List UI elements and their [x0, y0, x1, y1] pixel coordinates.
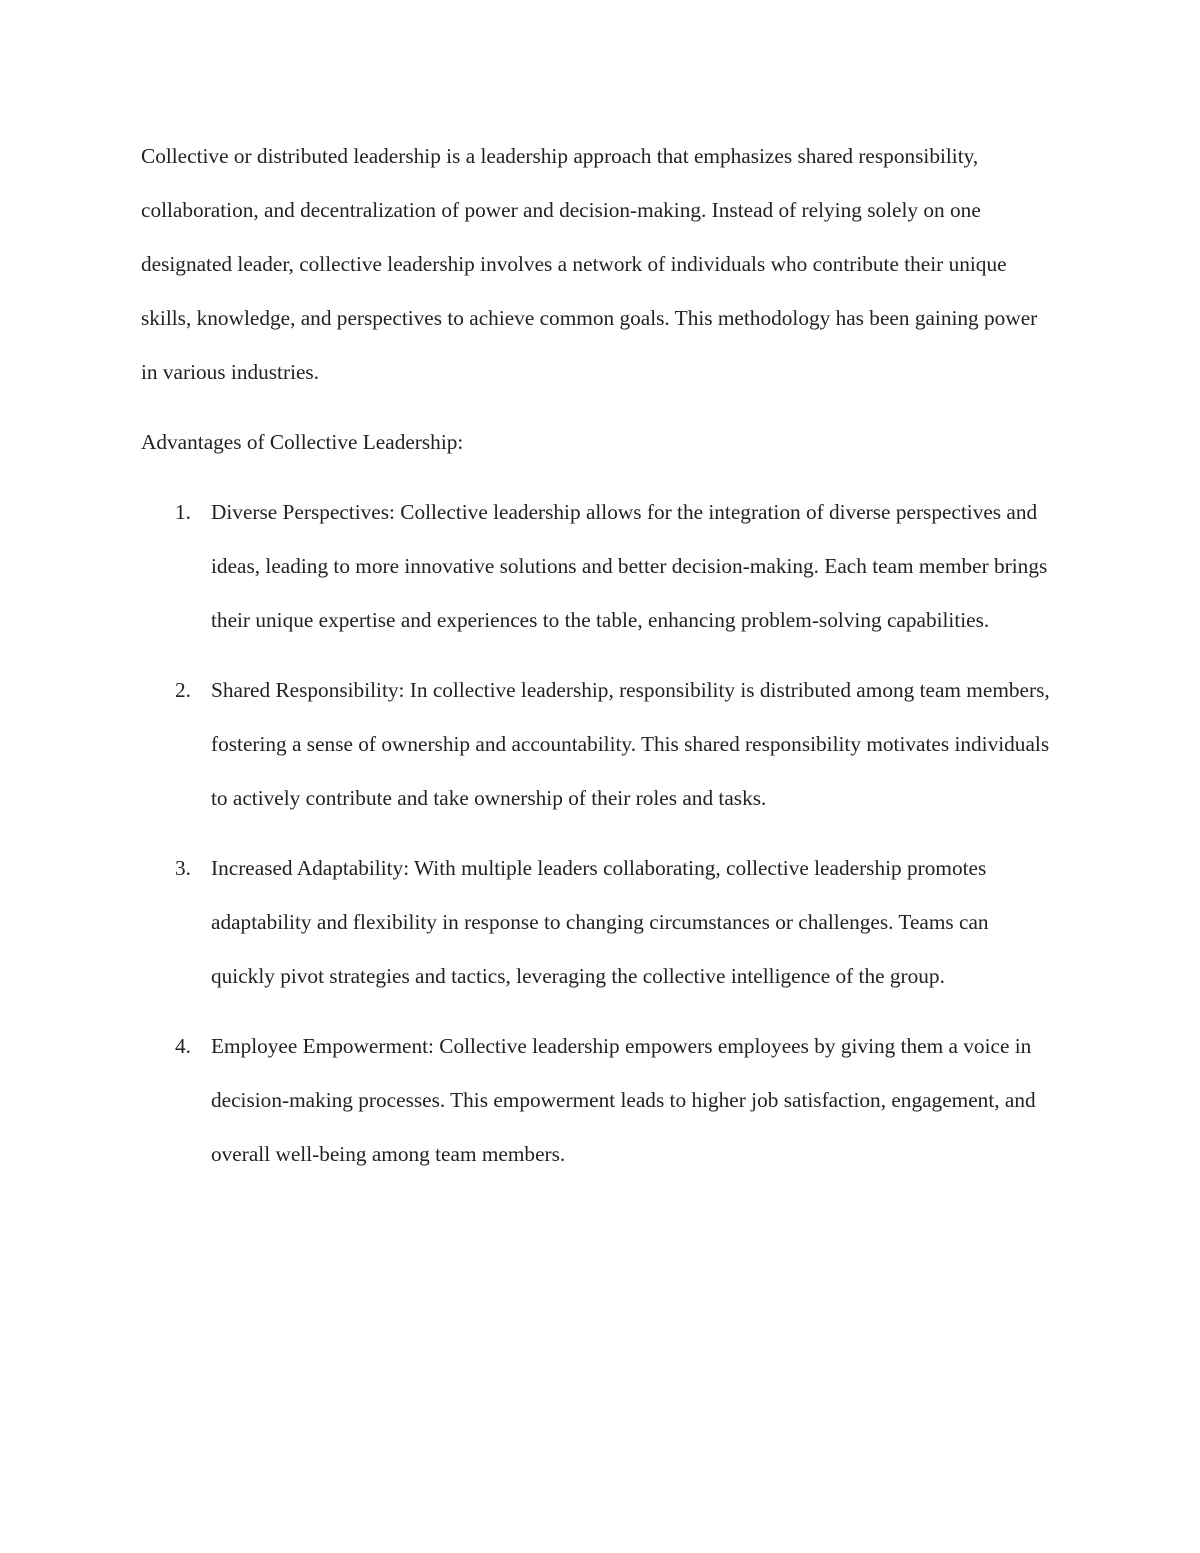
- list-item-number: 4.: [175, 1034, 191, 1058]
- list-item-text: Shared Responsibility: In collective leadership, responsibility is distributed among team members, fostering a sense of ownership and accountability. This shared responsibility motivates individuals to actively contribute and take ownership of their roles and tasks.: [211, 678, 1050, 810]
- list-item: [141, 485, 1051, 647]
- document-body: [141, 129, 1051, 1197]
- list-item-text: Increased Adaptability: With multiple leaders collaborating, collective leadership promotes adaptability and flexibility in response to changing circumstances or challenges. Teams can quickly pivot strategies and tactics, leveraging the collective intelligence of the group.: [211, 856, 989, 988]
- list-item-number: 3.: [175, 856, 191, 880]
- advantages-list: [141, 485, 1051, 1181]
- list-item: [141, 663, 1051, 825]
- list-item-number: 1.: [175, 500, 191, 524]
- section-heading: Advantages of Collective Leadership:: [141, 430, 464, 454]
- list-item: [141, 1019, 1051, 1181]
- list-item-text: Diverse Perspectives: Collective leadership allows for the integration of diverse perspectives and ideas, leading to more innovative solutions and better decision-making. Each team member brings their unique expertise and experiences to the table, enhancing problem-solving capabilities.: [211, 500, 1048, 632]
- list-item: [141, 841, 1051, 1003]
- list-item-text: Employee Empowerment: Collective leadership empowers employees by giving them a voice in decision-making processes. This empowerment leads to higher job satisfaction, engagement, and overall well-being among team members.: [211, 1034, 1036, 1166]
- intro-paragraph: Collective or distributed leadership is a leadership approach that emphasizes shared responsibility, collaboration, and decentralization of power and decision-making. Instead of relying solely on one designated leader, collective leadership involves a network of individuals who contribute their unique skills, knowledge, and perspectives to achieve common goals. This methodology has been gaining power in various industries.: [141, 144, 1038, 384]
- list-item-number: 2.: [175, 678, 191, 702]
